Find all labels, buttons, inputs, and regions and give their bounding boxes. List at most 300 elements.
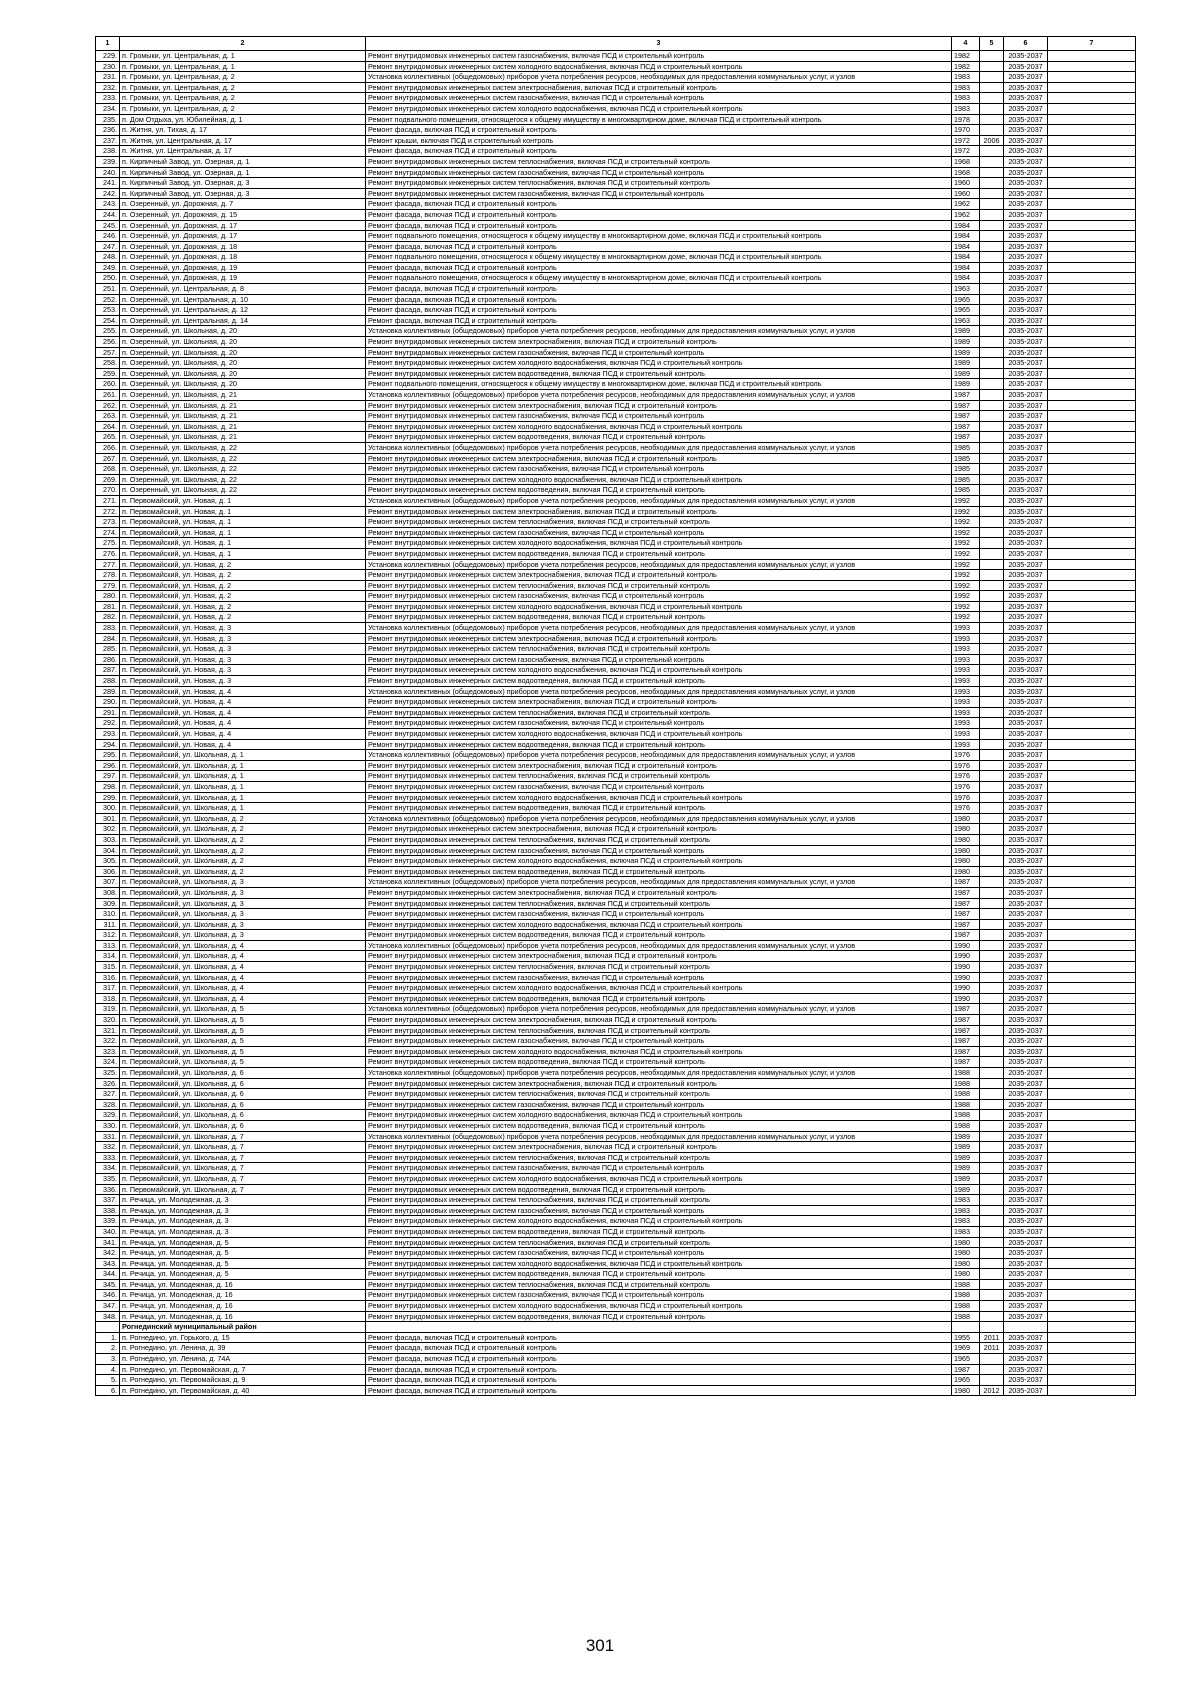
table-row (96, 559, 1136, 570)
year-built-cell: 1980 (952, 813, 980, 824)
row-number-cell: 235. (96, 114, 120, 125)
table-row (96, 1078, 1136, 1089)
table-row (96, 1195, 1136, 1206)
year-built-cell: 1993 (952, 718, 980, 729)
header-cell: 2 (120, 37, 366, 51)
last-repair-year-cell (980, 877, 1004, 888)
extra-cell (1048, 1142, 1136, 1153)
table-row (96, 178, 1136, 189)
table-row (96, 51, 1136, 62)
planned-period-cell: 2035-2037 (1004, 485, 1048, 496)
last-repair-year-cell (980, 951, 1004, 962)
last-repair-year-cell: 2011 (980, 1332, 1004, 1343)
row-number-cell: 262. (96, 400, 120, 411)
work-type-cell: Ремонт внутридомовых инженерных систем теплоснабжения, включая ПСД и строительный контроль (366, 1152, 952, 1163)
address-cell: п. Озеренный, ул. Школьная, д. 21 (120, 421, 366, 432)
table-row (96, 315, 1136, 326)
table-row (96, 1099, 1136, 1110)
year-built-cell: 1976 (952, 803, 980, 814)
planned-period-cell: 2035-2037 (1004, 813, 1048, 824)
extra-cell (1048, 591, 1136, 602)
year-built-cell: 1990 (952, 972, 980, 983)
table-row (96, 347, 1136, 358)
planned-period-cell: 2035-2037 (1004, 580, 1048, 591)
row-number-cell: 345. (96, 1279, 120, 1290)
table-row (96, 1152, 1136, 1163)
last-repair-year-cell (980, 548, 1004, 559)
row-number-cell: 250. (96, 273, 120, 284)
table-row (96, 548, 1136, 559)
year-built-cell: 1984 (952, 252, 980, 263)
year-built-cell: 1980 (952, 824, 980, 835)
planned-period-cell: 2035-2037 (1004, 1099, 1048, 1110)
work-type-cell: Ремонт подвального помещения, относящегося к общему имуществу в многоквартирном доме, включая ПСД и строительный контроль (366, 231, 952, 242)
last-repair-year-cell (980, 760, 1004, 771)
year-built-cell: 1976 (952, 760, 980, 771)
address-cell: п. Озеренный, ул. Школьная, д. 22 (120, 453, 366, 464)
row-number-cell: 322. (96, 1036, 120, 1047)
work-type-cell: Ремонт внутридомовых инженерных систем газоснабжения, включая ПСД и строительный контроль (366, 909, 952, 920)
work-type-cell: Ремонт подвального помещения, относящегося к общему имуществу в многоквартирном доме, включая ПСД и строительный контроль (366, 114, 952, 125)
last-repair-year-cell (980, 739, 1004, 750)
table-row (96, 813, 1136, 824)
extra-cell (1048, 623, 1136, 634)
extra-cell (1048, 1343, 1136, 1354)
year-built-cell: 1980 (952, 1385, 980, 1396)
planned-period-cell: 2035-2037 (1004, 983, 1048, 994)
row-number-cell: 316. (96, 972, 120, 983)
extra-cell (1048, 156, 1136, 167)
address-cell: п. Первомайский, ул. Школьная, д. 7 (120, 1184, 366, 1195)
row-number-cell: 259. (96, 368, 120, 379)
row-number-cell: 309. (96, 898, 120, 909)
planned-period-cell: 2035-2037 (1004, 1068, 1048, 1079)
table-row (96, 665, 1136, 676)
planned-period-cell: 2035-2037 (1004, 315, 1048, 326)
planned-period-cell: 2035-2037 (1004, 760, 1048, 771)
last-repair-year-cell (980, 347, 1004, 358)
planned-period-cell: 2035-2037 (1004, 188, 1048, 199)
table-row (96, 156, 1136, 167)
work-type-cell: Ремонт внутридомовых инженерных систем холодного водоснабжения, включая ПСД и строительный контроль (366, 103, 952, 114)
address-cell: п. Озеренный, ул. Школьная, д. 20 (120, 326, 366, 337)
extra-cell (1048, 93, 1136, 104)
address-cell: п. Дом Отдыха, ул. Юбилейная, д. 1 (120, 114, 366, 125)
planned-period-cell: 2035-2037 (1004, 1046, 1048, 1057)
extra-cell (1048, 845, 1136, 856)
last-repair-year-cell (980, 824, 1004, 835)
address-cell: п. Первомайский, ул. Новая, д. 4 (120, 729, 366, 740)
year-built-cell: 1980 (952, 1248, 980, 1259)
work-type-cell: Ремонт внутридомовых инженерных систем газоснабжения, включая ПСД и строительный контроль (366, 781, 952, 792)
row-number-cell: 267. (96, 453, 120, 464)
last-repair-year-cell (980, 284, 1004, 295)
table-row (96, 1385, 1136, 1396)
work-type-cell: Ремонт внутридомовых инженерных систем холодного водоснабжения, включая ПСД и строительный контроль (366, 792, 952, 803)
address-cell: п. Громыки, ул. Центральная, д. 2 (120, 82, 366, 93)
year-built-cell: 1980 (952, 1258, 980, 1269)
work-type-cell: Ремонт фасада, включая ПСД и строительный контроль (366, 1354, 952, 1365)
work-type-cell: Ремонт внутридомовых инженерных систем электроснабжения, включая ПСД и строительный контроль (366, 633, 952, 644)
address-cell: п. Первомайский, ул. Школьная, д. 4 (120, 993, 366, 1004)
address-cell: п. Рогнедино, ул. Первомайская, д. 9 (120, 1375, 366, 1386)
last-repair-year-cell (980, 326, 1004, 337)
row-number-cell: 266. (96, 442, 120, 453)
address-cell: п. Озеренный, ул. Школьная, д. 22 (120, 485, 366, 496)
row-number-cell: 333. (96, 1152, 120, 1163)
extra-cell (1048, 1099, 1136, 1110)
work-type-cell: Ремонт внутридомовых инженерных систем теплоснабжения, включая ПСД и строительный контроль (366, 898, 952, 909)
last-repair-year-cell (980, 146, 1004, 157)
table-row (96, 993, 1136, 1004)
last-repair-year-cell (980, 231, 1004, 242)
extra-cell (1048, 146, 1136, 157)
work-type-cell: Ремонт фасада, включая ПСД и строительный контроль (366, 146, 952, 157)
year-built-cell: 1983 (952, 72, 980, 83)
extra-cell (1048, 1015, 1136, 1026)
last-repair-year-cell (980, 61, 1004, 72)
table-row (96, 781, 1136, 792)
extra-cell (1048, 400, 1136, 411)
last-repair-year-cell (980, 82, 1004, 93)
last-repair-year-cell (980, 1015, 1004, 1026)
row-number-cell: 263. (96, 411, 120, 422)
last-repair-year-cell (980, 1205, 1004, 1216)
row-number-cell: 281. (96, 601, 120, 612)
row-number-cell: 282. (96, 612, 120, 623)
work-type-cell: Ремонт внутридомовых инженерных систем холодного водоснабжения, включая ПСД и строительный контроль (366, 474, 952, 485)
year-built-cell: 1983 (952, 82, 980, 93)
extra-cell (1048, 1110, 1136, 1121)
address-cell: п. Первомайский, ул. Школьная, д. 3 (120, 877, 366, 888)
planned-period-cell: 2035-2037 (1004, 1279, 1048, 1290)
planned-period-cell: 2035-2037 (1004, 591, 1048, 602)
planned-period-cell: 2035-2037 (1004, 1078, 1048, 1089)
extra-cell (1048, 231, 1136, 242)
address-cell: п. Озеренный, ул. Центральная, д. 14 (120, 315, 366, 326)
extra-cell (1048, 284, 1136, 295)
year-built-cell: 1984 (952, 273, 980, 284)
table-row (96, 919, 1136, 930)
planned-period-cell: 2035-2037 (1004, 506, 1048, 517)
table-row (96, 432, 1136, 443)
year-built-cell: 1972 (952, 135, 980, 146)
year-built-cell: 1980 (952, 1269, 980, 1280)
row-number-cell: 3. (96, 1354, 120, 1365)
extra-cell (1048, 1120, 1136, 1131)
planned-period-cell: 2035-2037 (1004, 358, 1048, 369)
planned-period-cell: 2035-2037 (1004, 750, 1048, 761)
work-type-cell: Ремонт внутридомовых инженерных систем водоотведения, включая ПСД и строительный контроль (366, 803, 952, 814)
planned-period-cell: 2035-2037 (1004, 1036, 1048, 1047)
planned-period-cell: 2035-2037 (1004, 940, 1048, 951)
row-number-cell: 321. (96, 1025, 120, 1036)
extra-cell (1048, 1385, 1136, 1396)
work-type-cell: Ремонт внутридомовых инженерных систем холодного водоснабжения, включая ПСД и строительный контроль (366, 61, 952, 72)
last-repair-year-cell (980, 178, 1004, 189)
address-cell: п. Первомайский, ул. Школьная, д. 6 (120, 1078, 366, 1089)
extra-cell (1048, 1131, 1136, 1142)
address-cell: п. Озеренный, ул. Школьная, д. 20 (120, 368, 366, 379)
work-type-cell: Ремонт внутридомовых инженерных систем водоотведения, включая ПСД и строительный контроль (366, 1269, 952, 1280)
address-cell: п. Озеренный, ул. Дорожная, д. 7 (120, 199, 366, 210)
year-built-cell: 1988 (952, 1311, 980, 1322)
row-number-cell: 246. (96, 231, 120, 242)
planned-period-cell: 2035-2037 (1004, 1195, 1048, 1206)
work-type-cell: Ремонт внутридомовых инженерных систем теплоснабжения, включая ПСД и строительный контроль (366, 834, 952, 845)
table-row (96, 125, 1136, 136)
last-repair-year-cell (980, 156, 1004, 167)
row-number-cell: 229. (96, 51, 120, 62)
last-repair-year-cell (980, 1099, 1004, 1110)
year-built-cell: 1993 (952, 665, 980, 676)
address-cell: п. Первомайский, ул. Новая, д. 1 (120, 495, 366, 506)
planned-period-cell: 2035-2037 (1004, 1131, 1048, 1142)
table-row (96, 845, 1136, 856)
row-number-cell: 273. (96, 517, 120, 528)
planned-period-cell: 2035-2037 (1004, 1110, 1048, 1121)
last-repair-year-cell (980, 103, 1004, 114)
year-built-cell: 1988 (952, 1099, 980, 1110)
last-repair-year-cell (980, 1004, 1004, 1015)
address-cell: п. Первомайский, ул. Школьная, д. 7 (120, 1152, 366, 1163)
planned-period-cell: 2035-2037 (1004, 781, 1048, 792)
planned-period-cell: 2035-2037 (1004, 262, 1048, 273)
last-repair-year-cell (980, 601, 1004, 612)
year-built-cell: 1992 (952, 527, 980, 538)
work-type-cell: Ремонт внутридомовых инженерных систем теплоснабжения, включая ПСД и строительный контроль (366, 1089, 952, 1100)
year-built-cell: 1983 (952, 93, 980, 104)
work-type-cell: Ремонт внутридомовых инженерных систем водоотведения, включая ПСД и строительный контроль (366, 1120, 952, 1131)
planned-period-cell: 2035-2037 (1004, 61, 1048, 72)
last-repair-year-cell (980, 781, 1004, 792)
table-row (96, 188, 1136, 199)
work-type-cell: Ремонт внутридомовых инженерных систем водоотведения, включая ПСД и строительный контроль (366, 368, 952, 379)
planned-period-cell: 2035-2037 (1004, 474, 1048, 485)
empty-cell (980, 1322, 1004, 1333)
extra-cell (1048, 580, 1136, 591)
planned-period-cell: 2035-2037 (1004, 178, 1048, 189)
table-row (96, 1015, 1136, 1026)
row-number-cell: 261. (96, 390, 120, 401)
work-type-cell: Ремонт внутридомовых инженерных систем газоснабжения, включая ПСД и строительный контроль (366, 591, 952, 602)
planned-period-cell: 2035-2037 (1004, 623, 1048, 634)
extra-cell (1048, 718, 1136, 729)
table-row (96, 1131, 1136, 1142)
extra-cell (1048, 940, 1136, 951)
address-cell: п. Первомайский, ул. Школьная, д. 1 (120, 750, 366, 761)
table-row (96, 887, 1136, 898)
row-number-cell: 297. (96, 771, 120, 782)
extra-cell (1048, 347, 1136, 358)
year-built-cell: 1987 (952, 1025, 980, 1036)
extra-cell (1048, 1237, 1136, 1248)
row-number-cell: 230. (96, 61, 120, 72)
extra-cell (1048, 993, 1136, 1004)
address-cell: п. Первомайский, ул. Новая, д. 3 (120, 665, 366, 676)
last-repair-year-cell (980, 644, 1004, 655)
address-cell: п. Озеренный, ул. Дорожная, д. 19 (120, 262, 366, 273)
planned-period-cell: 2035-2037 (1004, 559, 1048, 570)
last-repair-year-cell (980, 1269, 1004, 1280)
row-number-cell: 302. (96, 824, 120, 835)
last-repair-year-cell (980, 856, 1004, 867)
address-cell: п. Кирпичный Завод, ул. Озерная, д. 1 (120, 156, 366, 167)
year-built-cell: 1963 (952, 284, 980, 295)
table-row (96, 909, 1136, 920)
year-built-cell: 1955 (952, 1332, 980, 1343)
address-cell: п. Озеренный, ул. Школьная, д. 20 (120, 379, 366, 390)
row-number-cell: 5. (96, 1375, 120, 1386)
table-row (96, 1057, 1136, 1068)
year-built-cell: 1976 (952, 750, 980, 761)
address-cell: п. Первомайский, ул. Школьная, д. 4 (120, 951, 366, 962)
extra-cell (1048, 337, 1136, 348)
last-repair-year-cell (980, 485, 1004, 496)
table-row (96, 442, 1136, 453)
extra-cell (1048, 517, 1136, 528)
address-cell: п. Речица, ул. Молодежная, д. 16 (120, 1311, 366, 1322)
last-repair-year-cell (980, 580, 1004, 591)
planned-period-cell: 2035-2037 (1004, 103, 1048, 114)
planned-period-cell: 2035-2037 (1004, 135, 1048, 146)
planned-period-cell: 2035-2037 (1004, 220, 1048, 231)
address-cell: п. Озеренный, ул. Школьная, д. 21 (120, 432, 366, 443)
row-number-cell: 317. (96, 983, 120, 994)
section-title: Рогнединский муниципальный район (120, 1322, 366, 1333)
work-type-cell: Ремонт внутридомовых инженерных систем электроснабжения, включая ПСД и строительный контроль (366, 760, 952, 771)
last-repair-year-cell (980, 442, 1004, 453)
year-built-cell: 1992 (952, 517, 980, 528)
year-built-cell: 1984 (952, 220, 980, 231)
address-cell: п. Первомайский, ул. Школьная, д. 2 (120, 866, 366, 877)
table-row (96, 729, 1136, 740)
address-cell: п. Речица, ул. Молодежная, д. 16 (120, 1279, 366, 1290)
address-cell: п. Первомайский, ул. Школьная, д. 6 (120, 1099, 366, 1110)
extra-cell (1048, 315, 1136, 326)
address-cell: п. Первомайский, ул. Школьная, д. 3 (120, 919, 366, 930)
year-built-cell: 1990 (952, 983, 980, 994)
address-cell: п. Житня, ул. Центральная, д. 17 (120, 135, 366, 146)
address-cell: п. Рогнедино, ул. Первомайская, д. 7 (120, 1364, 366, 1375)
header-cell: 5 (980, 37, 1004, 51)
year-built-cell: 1962 (952, 209, 980, 220)
planned-period-cell: 2035-2037 (1004, 1301, 1048, 1312)
year-built-cell: 1988 (952, 1279, 980, 1290)
planned-period-cell: 2035-2037 (1004, 411, 1048, 422)
extra-cell (1048, 453, 1136, 464)
work-type-cell: Ремонт внутридомовых инженерных систем электроснабжения, включая ПСД и строительный контроль (366, 824, 952, 835)
table-row (96, 72, 1136, 83)
address-cell: п. Первомайский, ул. Новая, д. 4 (120, 718, 366, 729)
year-built-cell: 1989 (952, 326, 980, 337)
table-row (96, 294, 1136, 305)
planned-period-cell: 2035-2037 (1004, 527, 1048, 538)
extra-cell (1048, 729, 1136, 740)
year-built-cell: 1976 (952, 771, 980, 782)
row-number-cell: 245. (96, 220, 120, 231)
last-repair-year-cell (980, 993, 1004, 1004)
planned-period-cell: 2035-2037 (1004, 72, 1048, 83)
last-repair-year-cell (980, 517, 1004, 528)
row-number-cell: 337. (96, 1195, 120, 1206)
year-built-cell: 1992 (952, 580, 980, 591)
address-cell: п. Первомайский, ул. Новая, д. 1 (120, 527, 366, 538)
address-cell: п. Речица, ул. Молодежная, д. 5 (120, 1237, 366, 1248)
last-repair-year-cell (980, 1226, 1004, 1237)
extra-cell (1048, 983, 1136, 994)
row-number-cell: 298. (96, 781, 120, 792)
table-row (96, 262, 1136, 273)
planned-period-cell: 2035-2037 (1004, 548, 1048, 559)
address-cell: п. Житня, ул. Тихая, д. 17 (120, 125, 366, 136)
year-built-cell: 1993 (952, 697, 980, 708)
year-built-cell: 1989 (952, 1131, 980, 1142)
planned-period-cell: 2035-2037 (1004, 601, 1048, 612)
row-number-cell: 275. (96, 538, 120, 549)
work-type-cell: Ремонт внутридомовых инженерных систем теплоснабжения, включая ПСД и строительный контроль (366, 1195, 952, 1206)
extra-cell (1048, 421, 1136, 432)
extra-cell (1048, 1205, 1136, 1216)
address-cell: п. Озеренный, ул. Дорожная, д. 17 (120, 231, 366, 242)
work-type-cell: Ремонт внутридомовых инженерных систем теплоснабжения, включая ПСД и строительный контроль (366, 1279, 952, 1290)
work-type-cell: Ремонт внутридомовых инженерных систем газоснабжения, включая ПСД и строительный контроль (366, 1248, 952, 1259)
table-row (96, 517, 1136, 528)
planned-period-cell: 2035-2037 (1004, 538, 1048, 549)
table-row (96, 750, 1136, 761)
year-built-cell: 1976 (952, 792, 980, 803)
planned-period-cell: 2035-2037 (1004, 1248, 1048, 1259)
last-repair-year-cell (980, 1110, 1004, 1121)
last-repair-year-cell (980, 1279, 1004, 1290)
work-type-cell: Ремонт внутридомовых инженерных систем холодного водоснабжения, включая ПСД и строительный контроль (366, 919, 952, 930)
planned-period-cell: 2035-2037 (1004, 284, 1048, 295)
year-built-cell: 1987 (952, 1046, 980, 1057)
extra-cell (1048, 1163, 1136, 1174)
table-row (96, 877, 1136, 888)
work-type-cell: Ремонт внутридомовых инженерных систем электроснабжения, включая ПСД и строительный контроль (366, 887, 952, 898)
last-repair-year-cell (980, 1120, 1004, 1131)
last-repair-year-cell (980, 495, 1004, 506)
year-built-cell: 1980 (952, 834, 980, 845)
year-built-cell: 1989 (952, 1184, 980, 1195)
row-number-cell: 340. (96, 1226, 120, 1237)
extra-cell (1048, 644, 1136, 655)
row-number-cell: 277. (96, 559, 120, 570)
work-type-cell: Ремонт подвального помещения, относящегося к общему имуществу в многоквартирном доме, включая ПСД и строительный контроль (366, 273, 952, 284)
table-row (96, 898, 1136, 909)
work-type-cell: Установка коллективных (общедомовых) приборов учета потребления ресурсов, необходимых для предоставления коммунальных услуг, и узлов (366, 1068, 952, 1079)
row-number-cell: 288. (96, 676, 120, 687)
planned-period-cell: 2035-2037 (1004, 241, 1048, 252)
planned-period-cell: 2035-2037 (1004, 633, 1048, 644)
last-repair-year-cell: 2011 (980, 1343, 1004, 1354)
extra-cell (1048, 824, 1136, 835)
extra-cell (1048, 1311, 1136, 1322)
work-type-cell: Ремонт внутридомовых инженерных систем теплоснабжения, включая ПСД и строительный контроль (366, 1237, 952, 1248)
row-number-cell: 318. (96, 993, 120, 1004)
year-built-cell: 1969 (952, 1343, 980, 1354)
work-type-cell: Установка коллективных (общедомовых) приборов учета потребления ресурсов, необходимых для предоставления коммунальных услуг, и узлов (366, 877, 952, 888)
last-repair-year-cell (980, 559, 1004, 570)
extra-cell (1048, 972, 1136, 983)
planned-period-cell: 2035-2037 (1004, 718, 1048, 729)
work-type-cell: Ремонт внутридомовых инженерных систем электроснабжения, включая ПСД и строительный контроль (366, 82, 952, 93)
row-number-cell: 313. (96, 940, 120, 951)
row-number-cell: 256. (96, 337, 120, 348)
year-built-cell: 1989 (952, 368, 980, 379)
address-cell: п. Озеренный, ул. Школьная, д. 21 (120, 411, 366, 422)
